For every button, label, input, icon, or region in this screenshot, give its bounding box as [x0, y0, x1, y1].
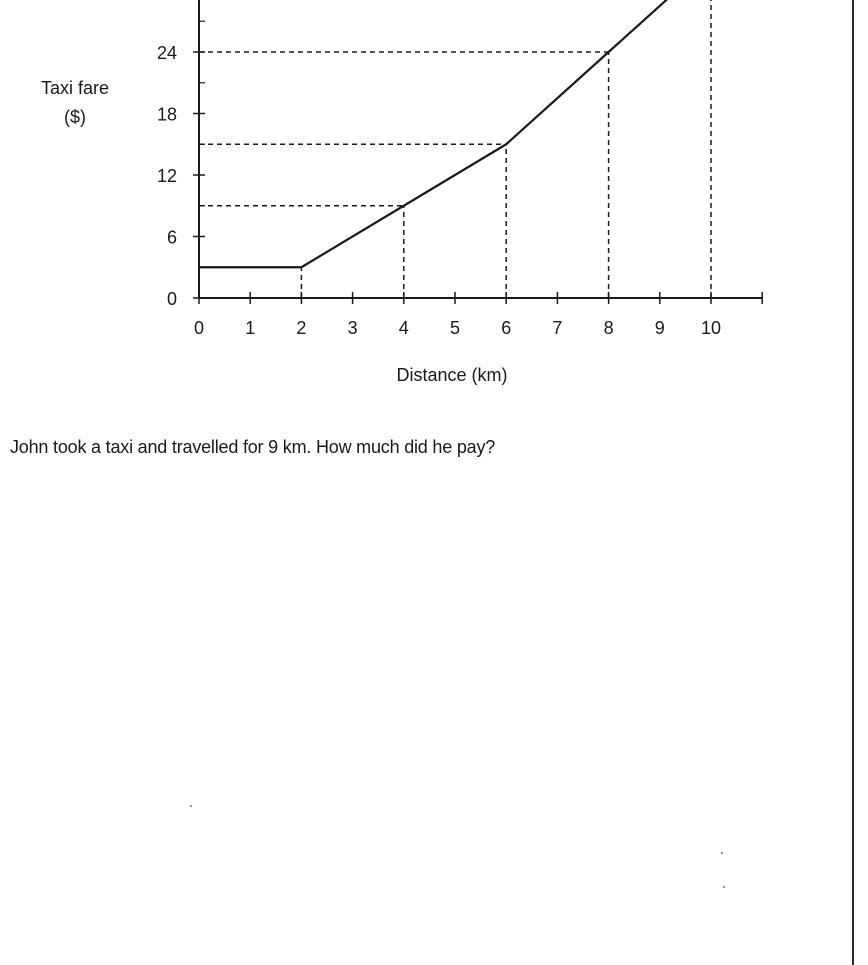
x-tick-label: 10 — [700, 318, 722, 338]
x-tick-label: 7 — [552, 318, 563, 338]
y-tick-label: 24 — [156, 43, 177, 63]
x-tick-label: 8 — [603, 318, 614, 338]
fare-line — [199, 0, 711, 267]
y-tick-label: 0 — [166, 289, 177, 309]
x-tick-label: 1 — [245, 318, 256, 338]
x-axis-label: Distance (km) — [396, 365, 508, 385]
x-tick-label: 5 — [449, 318, 461, 338]
scan-speck — [723, 886, 725, 888]
y-tick-label: 12 — [156, 166, 177, 186]
page-border-line — [852, 0, 854, 965]
x-tick-label: 4 — [398, 318, 409, 338]
y-tick-label: 18 — [156, 104, 177, 125]
x-tick-label: 3 — [347, 318, 358, 338]
scan-speck — [190, 805, 192, 807]
x-tick-label: 2 — [296, 318, 307, 338]
taxi-fare-chart — [0, 0, 868, 420]
y-tick-label: 6 — [166, 227, 177, 248]
x-tick-label: 9 — [654, 318, 665, 338]
x-tick-label: 6 — [501, 318, 512, 338]
question-text: John took a taxi and travelled for 9 km. How much did he pay? — [10, 437, 496, 457]
y-axis-label-line2: ($) — [64, 107, 86, 127]
x-tick-label: 0 — [193, 318, 205, 338]
y-axis-label-line1: Taxi fare — [40, 78, 110, 98]
scan-speck — [721, 852, 723, 854]
